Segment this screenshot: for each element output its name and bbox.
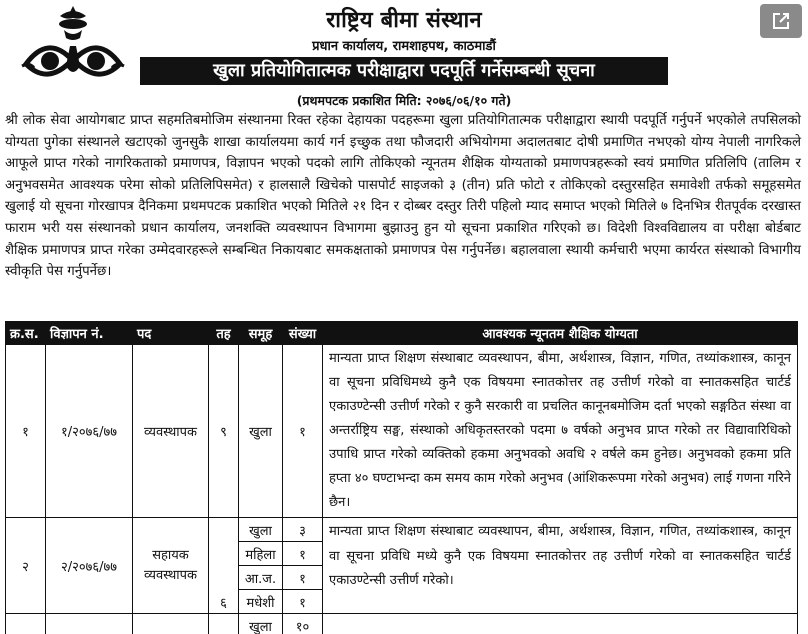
- vacancy-table: [5, 321, 798, 634]
- qualification-cell: मान्यता प्राप्त शिक्षण संस्थाबाट व्यवस्थापन, बीमा, अर्थशास्त्र, विज्ञान, गणित, तथ्यांकशास्त्र, कानून वा सूचना प्रविधि मध्ये कुनै एक विषयमा स्नातकोत्तर तह उत्तीर्ण गरेको वा स्नातकसहित चार्टर्ड एकाउण्टेन्सी उत्तीर्ण गरेको।: [323, 518, 798, 614]
- post-cell: [133, 614, 209, 634]
- table-row: [6, 345, 798, 518]
- qualification-cell: मान्यता प्राप्त शिक्षण संस्थाबाट व्यवस्थापन, बीमा, अर्थशास्त्र, विज्ञान, गणित, तथ्यांकशास्त्र, कानून वा सूचना प्रविधिमध्ये कुनै एक विषयमा स्नातकोत्तर तह उत्तीर्ण गरेको वा स्नातकसहित चार्टर्ड एकाउण्टेन्सी उत्तीर्ण गरेको र कुनै सरकारी वा प्रचलित कानूनबमोजिम दर्ता भएको सङ्गठित संस्था वा अन्तर्राष्ट्रिय सङ्घ, संस्थाको अधिकृतस्तरको पदमा ७ वर्षको अनुभव प्राप्त गरेको तर विद्यावारिधिको उपाधि प्राप्त गरेको व्यक्तिको हकमा अनुभवको अवधि २ वर्षले कम हुनेछ। अनुभवको हकमा प्रति हप्ता ४० घण्टाभन्दा कम समय काम गरेको अनुभव (आंशिकरूपमा गरेको अनुभव) लाई गणना गरिने छैन।: [323, 345, 798, 518]
- group-cell: खुला: [239, 614, 283, 634]
- count-cell: १०: [283, 614, 323, 634]
- group-cell: खुला: [239, 518, 283, 542]
- post-line-1: सहायक: [152, 547, 189, 563]
- post-cell: व्यवस्थापक: [133, 345, 209, 518]
- serial-cell: २: [6, 518, 46, 614]
- table-row: [6, 518, 798, 542]
- level-cell: ९: [209, 345, 239, 518]
- header-serial: क्र.स.: [6, 322, 46, 345]
- post-cell: [133, 518, 209, 614]
- ad-no-cell: १/२०७६/७७: [46, 345, 133, 518]
- header-count: संख्या: [283, 322, 323, 345]
- group-cell: महिला: [239, 542, 283, 566]
- group-cell: खुला: [239, 345, 283, 518]
- serial-cell: १: [6, 345, 46, 518]
- header-post: पद: [133, 322, 209, 345]
- serial-cell: [6, 614, 46, 634]
- notice-body-paragraph: श्री लोक सेवा आयोगबाट प्राप्त सहमतिबमोजिम संस्थानमा रिक्त रहेका देहायका पदहरूमा खुला प्रतियोगितात्मक परीक्षाद्वारा स्थायी पदपूर्ति गर्नुपर्ने भएकोले तपसिलको योग्यता पुगेका संस्थानले खटाएको जुनसुकै शाखा कार्यालयमा कार्य गर्न इच्छुक तथा फौजदारी अभियोगमा अदालतबाट दोषी प्रमाणित नभएको योग्य नेपाली नागरिकले आफूले प्राप्त गरेको नागरिकताको प्रमाणपत्र, विज्ञापन भएको पदको लागि तोकिएको न्यूनतम शैक्षिक योग्यताको प्रमाणपत्रहरूको स्वयं प्रमाणित प्रतिलिपि (तालिम र अनुभवसमेत आवश्यक परेमा सोको प्रतिलिपिसमेत) र हालसालै खिचेको पासपोर्ट साइजको ३ (तीन) प्रति फोटो र तोकिएको दस्तुरसहित समावेशी तर्फको समूहसमेत खुलाई यो सूचना गोरखापत्र दैनिकमा प्रथमपटक प्रकाशित भएको मितिले २१ दिन र दोब्बर दस्तुर तिरी पहिलो म्याद समाप्त भएको मितिले ७ दिनभित्र रीतपूर्वक दरखास्त फाराम भरी यस संस्थानको प्रधान कार्यालय, जनशक्ति व्यवस्थापन विभागमा बुझाउनु हुन यो सूचना प्रकाशित गरिएको छ। विदेशी विश्वविद्यालय वा परीक्षा बोर्डबाट शैक्षिक प्रमाणपत्र प्राप्त गरेका उम्मेदवारहरूले सम्बन्धित निकायबाट समकक्षताको प्रमाणपत्र पेस गर्नुपर्नेछ। बहालवाला स्थायी कर्मचारी भएमा कार्यरत संस्थाको विभागीय स्वीकृति पेस गर्नुपर्नेछ।: [5, 113, 801, 280]
- table-row: [6, 614, 798, 634]
- ad-no-cell: [46, 614, 133, 634]
- ad-no-cell: २/२०७६/७७: [46, 518, 133, 614]
- published-date: (प्रथमपटक प्रकाशित मिति: २०७६/०६/१० गते): [296, 93, 512, 108]
- count-cell: ३: [283, 518, 323, 542]
- post-line-2: व्यवस्थापक: [143, 567, 198, 583]
- organization-address: प्रधान कार्यालय, रामशाहपथ, काठमाडौं: [312, 39, 496, 54]
- group-cell: मधेशी: [239, 590, 283, 614]
- count-cell: १: [283, 345, 323, 518]
- count-cell: १: [283, 542, 323, 566]
- header-level: तह: [209, 322, 239, 345]
- level-cell: ६: [209, 518, 239, 614]
- table-header-row: [6, 322, 798, 345]
- qualification-cell: [323, 614, 798, 634]
- organization-name: राष्ट्रिय बीमा संस्थान: [326, 8, 482, 33]
- header-ad-no: विज्ञापन नं.: [46, 322, 133, 345]
- level-cell: [209, 614, 239, 634]
- count-cell: १: [283, 566, 323, 590]
- notice-title: खुला प्रतियोगितात्मक परीक्षाद्वारा पदपूर्ति गर्नेसम्बन्धी सूचना: [140, 57, 668, 85]
- group-cell: आ.ज.: [239, 566, 283, 590]
- header-group: समूह: [239, 322, 283, 345]
- header-qualification: आवश्यक न्यूनतम शैक्षिक योग्यता: [323, 322, 798, 345]
- count-cell: १: [283, 590, 323, 614]
